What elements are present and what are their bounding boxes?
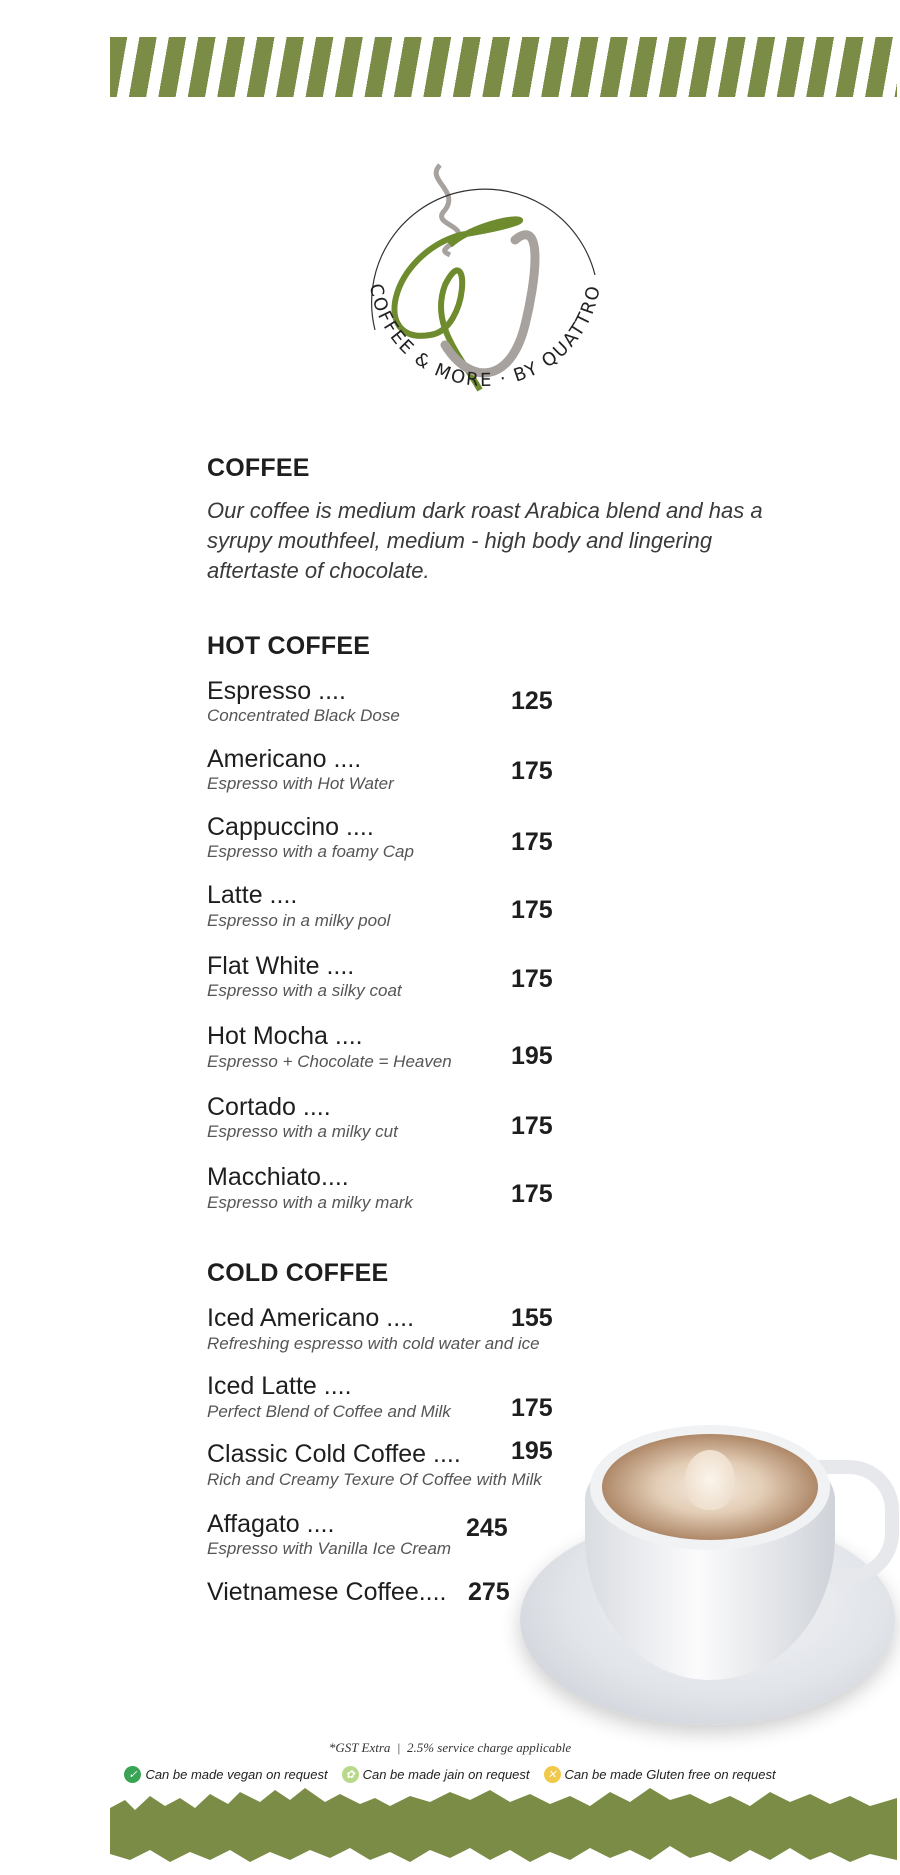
item-price: 195: [511, 1042, 553, 1070]
dietary-legend: [0, 1766, 900, 1783]
item-name: Macchiato....: [207, 1163, 349, 1191]
gluten-free-badge: [544, 1766, 776, 1783]
vegan-leaf-icon: ✓: [124, 1766, 141, 1783]
hot-coffee-heading: HOT COFFEE: [207, 632, 371, 660]
item-description: Espresso with Hot Water: [207, 774, 394, 793]
vegan-badge: [124, 1766, 327, 1783]
item-name: Flat White ....: [207, 952, 355, 980]
item-price: 175: [511, 1112, 553, 1140]
item-name: Cortado ....: [207, 1093, 331, 1121]
item-price: 175: [511, 965, 553, 993]
item-description: Espresso in a milky pool: [207, 911, 391, 930]
item-name: Classic Cold Coffee ....: [207, 1440, 461, 1468]
item-description: Rich and Creamy Texure Of Coffee with Milk: [207, 1470, 542, 1489]
logo-text: COFFEE & MORE · BY QUATTRO: [364, 281, 606, 392]
cold-coffee-heading: COLD COFFEE: [207, 1259, 389, 1287]
item-name: Affagato ....: [207, 1510, 335, 1538]
item-name: Hot Mocha ....: [207, 1022, 363, 1050]
jain-label: Can be made jain on request: [362, 1767, 530, 1782]
top-stripe-band: [110, 37, 897, 97]
vegan-label: Can be made vegan on request: [145, 1767, 328, 1782]
jain-icon: ✿: [342, 1766, 359, 1783]
item-price: 175: [511, 896, 553, 924]
item-description: Espresso with a foamy Cap: [207, 842, 414, 861]
item-name: Latte ....: [207, 881, 298, 909]
coffee-cup-image: [515, 1420, 895, 1740]
item-name: Americano ....: [207, 745, 362, 773]
item-name: Cappuccino ....: [207, 813, 374, 841]
gluten-free-label: Can be made Gluten free on request: [564, 1767, 776, 1782]
item-price: 125: [511, 687, 553, 715]
item-description: Espresso with a milky mark: [207, 1193, 413, 1212]
item-price: 155: [511, 1304, 553, 1332]
coffee-description: Our coffee is medium dark roast Arabica blend and has a syrupy mouthfeel, medium - high body and lingering aftertaste of chocolate.: [207, 498, 763, 583]
item-description: Espresso with Vanilla Ice Cream: [207, 1539, 452, 1558]
item-description: Espresso with a milky cut: [207, 1122, 398, 1141]
item-price: 175: [511, 1180, 553, 1208]
jain-badge: [342, 1766, 530, 1783]
item-price: 175: [511, 1394, 553, 1422]
item-price: 245: [466, 1514, 508, 1542]
item-price: 175: [511, 828, 553, 856]
item-price: 175: [511, 757, 553, 785]
grass-footer-band: [110, 1788, 897, 1870]
tax-note: *GST Extra | 2.5% service charge applicable: [328, 1740, 572, 1755]
item-description: Perfect Blend of Coffee and Milk: [207, 1402, 451, 1421]
coffee-more-logo: [350, 155, 620, 445]
coffee-heading: COFFEE: [207, 454, 310, 482]
item-description: Refreshing espresso with cold water and ice: [207, 1334, 540, 1353]
svg-text:COFFEE & MORE · BY QUATTRO: [365, 282, 605, 391]
item-price: 195: [511, 1437, 553, 1465]
item-description: Concentrated Black Dose: [207, 706, 400, 725]
item-price: 275: [468, 1578, 510, 1606]
item-name: Iced Americano ....: [207, 1304, 415, 1332]
gluten-free-icon: ✕: [544, 1766, 561, 1783]
item-name: Espresso ....: [207, 677, 346, 705]
item-name: Iced Latte ....: [207, 1372, 352, 1400]
item-description: Espresso + Chocolate = Heaven: [207, 1052, 452, 1071]
item-description: Espresso with a silky coat: [207, 981, 402, 1000]
item-name: Vietnamese Coffee....: [207, 1578, 447, 1606]
